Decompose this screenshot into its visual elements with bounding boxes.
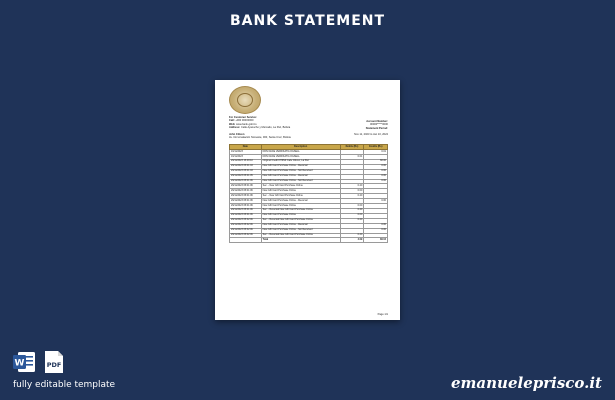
cell-desc: New Gift Card Purchase Online	[261, 189, 340, 194]
cell-date: 29/11/2023 05:01:03	[230, 169, 262, 174]
cell-desc: Sec. - Reversal New Gift Card Purchase Online	[261, 233, 340, 238]
cell-date: 29/11/2023 15:49:10	[230, 159, 262, 164]
svg-text:W: W	[14, 358, 25, 369]
cell-credit: 38.00	[364, 159, 388, 164]
cell-date: 29/11/2023 05:01:06	[230, 204, 262, 209]
page-number: Page 1/1	[377, 313, 388, 316]
word-doc-icon	[12, 350, 36, 374]
cell-credit: 0.00	[364, 174, 388, 179]
cell-debit: 0.00	[340, 189, 364, 194]
cell-desc: New Gift Card Purchase Online - Reversal	[261, 174, 340, 179]
total-debits: 4.09	[340, 238, 364, 243]
cell-date: 29/11/2023 05:01:06	[230, 199, 262, 204]
cell-desc: Sec. - New Gift Card Purchase Online	[261, 194, 340, 199]
header-credits: Credits (Bs)	[364, 145, 388, 150]
transactions-table	[229, 144, 388, 243]
cell-debit: 0.00	[340, 213, 364, 218]
cell-date: 29/11/2023 05:02:06	[230, 223, 262, 228]
address-line: Address: Calle Ayacucho y Mercado, La Paz, Bolivia	[229, 126, 291, 130]
statement-document	[215, 80, 400, 320]
cell-date: 29/11/2023 05:01:06	[230, 189, 262, 194]
bank-seal-logo	[229, 86, 261, 114]
cell-desc: Sec. - Reversal New Gift Card Purchase Online	[261, 208, 340, 213]
cell-credit: 0.00	[364, 169, 388, 174]
customer-service-label: For Customer Service:	[229, 116, 257, 119]
cell-date: 29/11/2023 05:01:06	[230, 194, 262, 199]
cell-date: 29/11/2023 05:01:06	[230, 213, 262, 218]
cell-desc: New Gift Card Purchase Online	[261, 204, 340, 209]
statement-period-value: Nov 11, 2023 to Jan 10, 2024	[354, 133, 388, 136]
cell-date: 29/11/2023 05:01:05	[230, 174, 262, 179]
cell-debit: 0.20	[340, 208, 364, 213]
cell-credit: 0.00	[364, 164, 388, 169]
cell-date: 29/11/2023 05:02:06	[230, 218, 262, 223]
header-date: Date	[230, 145, 262, 150]
contact-block	[229, 116, 290, 130]
cell-date: 29/11/2023 05:01:06	[230, 179, 262, 184]
editable-template-caption: fully editable template	[13, 380, 116, 390]
cell-debit: 0.20	[340, 233, 364, 238]
call-line: Call: +000 00000000	[229, 119, 254, 123]
cell-credit: 0.00	[364, 199, 388, 204]
header-description: Description	[261, 145, 340, 150]
cell-desc: DON DACE VERFIKATIA OGSELL	[261, 155, 340, 160]
header-debits: Debits (Bs)	[340, 145, 364, 150]
cell-date: 16/11/2023	[230, 150, 262, 155]
account-number-value: 00000*****0000	[369, 123, 388, 127]
cell-desc: New Gift Card Purchase Online - Not Received	[261, 169, 340, 174]
cell-desc: New Gift Card Purchase Online - Reversal	[261, 199, 340, 204]
statement-period-label: Statement Period:	[365, 126, 388, 130]
cell-credit: 0.00	[364, 179, 388, 184]
cell-desc: DON DACE VERFIKATIA OGSELL	[261, 150, 340, 155]
cell-date: 29/11/2023 05:01:06	[230, 184, 262, 189]
cell-date: 29/11/2023 05:02:06	[230, 228, 262, 233]
cell-desc: Sec. - Reversal New Gift Card Purchase Online	[261, 218, 340, 223]
account-number-label: Account Number:	[366, 120, 388, 123]
cell-debit: 0.20	[340, 218, 364, 223]
website-brand[interactable]: emanueleprisco.it	[451, 374, 602, 392]
cell-date: 29/11/2023 05:02:06	[230, 233, 262, 238]
cell-desc: New Gift Card Purchase Online - Reversal	[261, 223, 340, 228]
cell-desc: New Gift Card Purchase Online - Not Received	[261, 179, 340, 184]
total-row	[230, 238, 388, 243]
account-block	[366, 120, 388, 130]
cell-date: 29/11/2023 05:01:06	[230, 208, 262, 213]
cell-credit: 0.00	[364, 223, 388, 228]
cell-desc: New Gift Card Purchase Online - Not Received	[261, 228, 340, 233]
page-title: BANK STATEMENT	[229, 13, 386, 29]
holder-name: John Citizen	[229, 133, 245, 136]
cell-debit: 0.20	[340, 194, 364, 199]
pdf-file-icon	[43, 350, 65, 374]
cell-credit: 0.01	[364, 150, 388, 155]
svg-text:PDF: PDF	[46, 361, 62, 369]
cell-debit: 0.20	[340, 184, 364, 189]
total-credits: 38.04	[364, 238, 388, 243]
holder-address: Av. Circunvalación Noroeste, 000, Santa Cruz, Bolivia	[229, 136, 291, 140]
total-label: Total	[261, 238, 340, 243]
cell-desc: New Gift Card Purchase Online	[261, 213, 340, 218]
account-holder	[229, 133, 291, 140]
cell-date: 29/11/2023 05:01:03	[230, 164, 262, 169]
cell-debit: 0.01	[340, 155, 364, 160]
cell-desc: Sec. - New Gift Card Purchase Online	[261, 184, 340, 189]
cell-date: 16/11/2023	[230, 155, 262, 160]
cell-desc: New Gift Card Purchase Online - Reversal	[261, 164, 340, 169]
web-line: Web: www.bank.gob.bo	[229, 122, 257, 126]
cell-debit: 0.00	[340, 204, 364, 209]
cell-credit: 0.00	[364, 228, 388, 233]
cell-desc: Original Credit KH9NZ Cafe Citizen, La Paz	[261, 159, 340, 164]
